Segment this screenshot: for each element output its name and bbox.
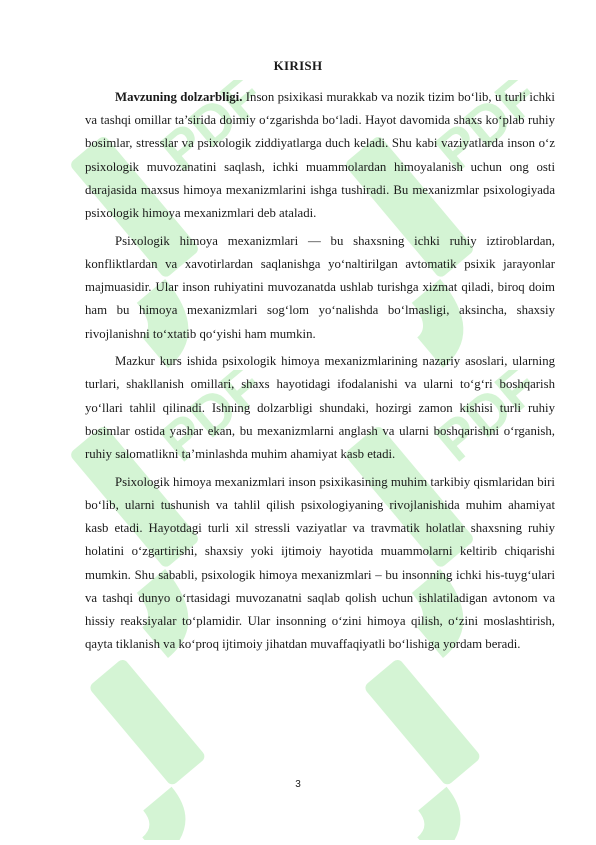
paragraph-text: Inson psixikasi murakkab va nozik tizim bo‘lib, u turli ichki va tashqi omillar ta’sirida doimiy o‘zgarishda bo‘ladi. Hayot davomida shaxs ko‘plab ruhiy bosimlar, stresslar va psixologik ziddiyatlarga duch keladi. Shu kabi vaziyatlarda inson o‘z psixologik muvozanatini saqlash, ichki muammolardan himoyalanish uchun ong osti darajasida maxsus himoya mexanizmlarini ishga tushiradi. Bu mexanizmlar psixologiyada psixologik himoya mexanizmlari deb ataladi. <box>85 90 555 221</box>
paragraph: Mazkur kurs ishida psixologik himoya mexanizmlarining nazariy asoslari, ularning turlari, shakllanish omillari, shaxs hayotidagi ifodalanishi va ularni to‘g‘ri boshqarish yo‘llari tahlil qilinadi. Ishning dolzarbligi shundaki, hozirgi zamon kishisi turli ruhiy bosimlar ostida yashar ekan, bu mexanizmlarni anglash va ularni boshqarishni o‘rganish, ruhiy salomatlikni ta’minlashda muhim ahamiyat kasb etadi. <box>85 354 555 462</box>
page-title: KIRISH <box>273 58 323 73</box>
paragraph: Psixologik himoya mexanizmlari — bu shaxsning ichki ruhiy iztiroblardan, konfliktlardan va xavotirlardan saqlanishga yo‘naltirilgan avtomatik psixik jarayonlar majmuasidir. Ular inson ruhiyatini muvozanatda ushlab turishga xizmat qiladi, biroq doim ham bu himoya mexanizmlari sog‘lom yo‘nalishda bo‘lmasligi, aksincha, shaxsiy rivojlanishni to‘xtatib qo‘yishi ham mumkin. <box>85 233 555 341</box>
page-number: 3 <box>295 779 301 790</box>
svg-text:PDF: PDF <box>423 370 535 474</box>
paragraph <box>85 86 555 225</box>
svg-text:PDF: PDF <box>148 80 260 184</box>
watermark-logo <box>70 640 260 840</box>
watermark-logo <box>345 640 535 840</box>
paragraph-lead: Mavzuning dolzarbligi. <box>115 90 243 104</box>
document-body <box>85 86 555 661</box>
svg-text:PDF: PDF <box>423 80 535 184</box>
svg-text:PDF: PDF <box>148 370 260 474</box>
paragraph: Psixologik himoya mexanizmlari inson psixikasining muhim tarkibiy qismlaridan biri bo‘lib, ularni tushunish va tahlil qilish psixologiyaning rivojlanishida muhim ahamiyat kasb etadi. Hayotdagi turli xil stressli vaziyatlar va travmatik holatlar shaxsning ruhiy holatini o‘zgartirishi, shaxsiy yoki ijtimoiy hayotida muammolarni keltirib chiqarishi mumkin. Shu sababli, psixologik himoya mexanizmlari – bu insonning ichki his-tuyg‘ulari va tashqi dunyo o‘rtasidagi muvozanatni saqlab qolish uchun ishlatiladigan avtonom va hissiy reaksiyalar to‘plamidir. Ular insonning o‘zini himoya qilish, o‘zini moslashtirish, qayta tiklanish va ko‘proq ijtimoiy jihatdan muvaffaqiyatli bo‘lishiga yordam beradi. <box>85 474 555 652</box>
